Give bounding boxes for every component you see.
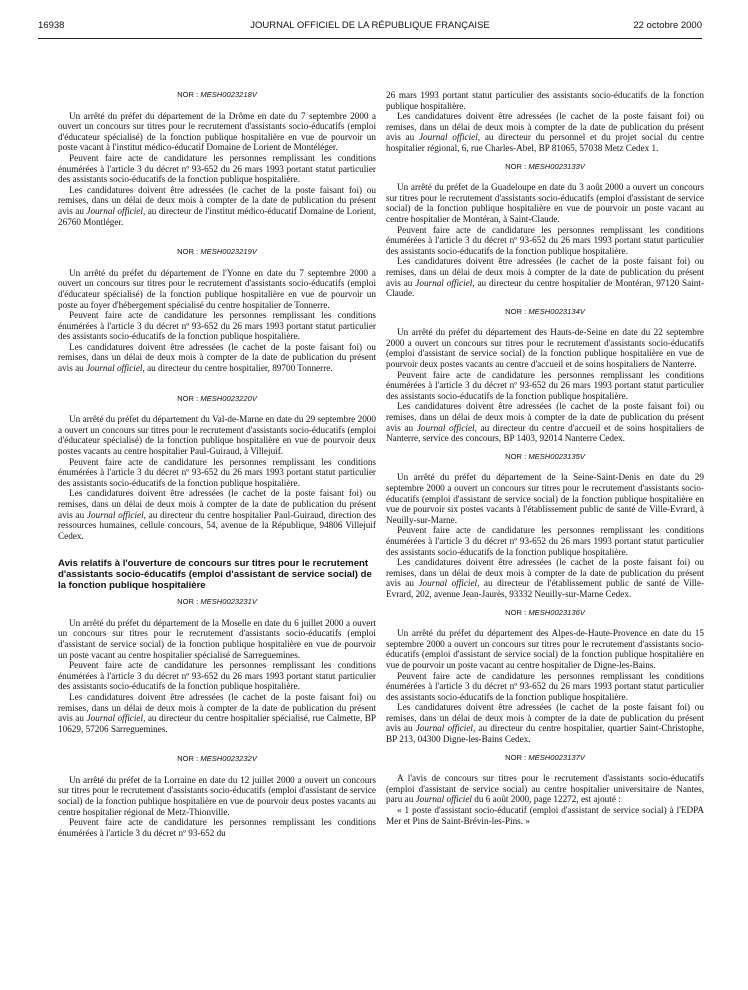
paragraph: A l'avis de concours sur titres pour le recrutement d'assistants socio-éducatifs (emploi d'assistant de service social) au centre hospitalier universitaire de Nantes, paru au Journal officiel du 6 août 2000, page 12272, est ajouté : <box>386 773 704 805</box>
nor-reference: NOR : MESH0023134V <box>505 306 585 316</box>
paragraph: Un arrêté du préfet du département de la Drôme en date du 7 septembre 2000 a ouvert un concours sur titres pour le recrutement d'assistants socio-éducatifs (emploi d'éducateur spécialisé) de la fonction publique hospitalière en vue de pourvoir un poste vacant à l'institut médico-éducatif Domaine de Lorient de Montéléger. <box>58 110 376 153</box>
paragraph: Un arrêté du préfet du département de l'Yonne en date du 7 septembre 2000 a ouvert un concours sur titres pour le recrutement d'assistants socio-éducatifs (emploi d'éducateur spécialisé) de la fonction publique hospitalière en vue de pourvoir un poste au foyer d'hébergement spécialisé du centre hospitalier de Tonnerre. <box>58 267 376 310</box>
page-header <box>38 16 702 39</box>
paragraph: Peuvent faire acte de candidature les personnes remplissant les conditions énumérées à l'article 3 du décret nº 93-652 du 26 mars 1993 portant statut particulier des assistants socio-éducatifs de la fonction publique hospitalière. <box>58 456 376 488</box>
paragraph: Les candidatures doivent être adressées (le cachet de la poste faisant foi) ou remises, dans un délai de deux mois à compter de la date de publication du présent avis au Journal officiel, au directeur du centre hospitalier Paul-Guiraud, direction des ressources humaines, cellule concours, 54, avenue de la République, 94806 Villejuif Cedex. <box>58 488 376 541</box>
nor-reference: NOR : MESH0023220V <box>177 393 257 403</box>
page-number: 16938 <box>38 20 65 31</box>
paragraph: Un arrêté du préfet du département du Val-de-Marne en date du 29 septembre 2000 a ouvert un concours sur titres pour le recrutement d'assistants socio-éducatifs (emploi d'éducateur spécialisé) de la fonction publique hospitalière en vue de pourvoir deux postes vacants au centre hospitalier Paul-Guiraud, à Villejuif. <box>58 414 376 457</box>
section-heading: Avis relatifs à l'ouverture de concours sur titres pour le recrutement d'assistants socio-éducatifs (emploi d'assistant de service social) de la fonction publique hospitalière <box>58 558 372 591</box>
nor-reference: NOR : MESH0023137V <box>505 752 585 762</box>
nor-reference: NOR : MESH0023135V <box>505 451 585 461</box>
paragraph: 26 mars 1993 portant statut particulier des assistants socio-éducatifs de la fonction publique hospitalière. <box>386 90 704 111</box>
nor-reference: NOR : MESH0023218V <box>177 90 257 99</box>
paragraph: Un arrêté du préfet de la Lorraine en date du 12 juillet 2000 a ouvert un concours sur titres pour le recrutement d'assistants socio-éducatifs (emploi d'assistant de service social) de la fonction publique hospitalière en vue de pourvoir deux postes vacants au centre hospitalier régional de Metz-Thionville. <box>58 774 376 817</box>
paragraph: Peuvent faire acte de candidature les personnes remplissant les conditions énumérées à l'article 3 du décret nº 93-652 du 26 mars 1993 portant statut particulier des assistants socio-éducatifs de la fonction publique hospitalière. <box>386 525 704 557</box>
paragraph: Les candidatures doivent être adressées (le cachet de la poste faisant foi) ou remises, dans un délai de deux mois à compter de la date de publication du présent avis au Journal officiel, au directeur du personnel et du projet social du centre hospitalier régional, 6, rue Charles-Abel, BP 81065, 57038 Metz Cedex 1. <box>386 111 705 153</box>
paragraph: Un arrêté du préfet du département de la Moselle en date du 6 juillet 2000 a ouvert un concours sur titres pour le recrutement d'assistants socio-éducatifs (emploi d'assistant de service social) de la fonction publique hospitalière en vue de pourvoir un poste vacant au centre hospitalier spécialisé de Sarreguemines. <box>58 617 376 660</box>
paragraph: Les candidatures doivent être adressées (le cachet de la poste faisant foi) ou remises, dans un délai de deux mois à compter de la date de publication du présent avis au Journal officiel, au directeur du centre d'accueil et de soins hospitaliers de Nanterre, service des concours, BP 1403, 92014 Nanterre Cedex. <box>386 401 704 444</box>
paragraph: Peuvent faire acte de candidature les personnes remplissant les conditions énumérées à l'article 3 du décret nº 93-652 du 26 mars 1993 portant statut particulier des assistants socio-éducatifs de la fonction publique hospitalière. <box>58 152 376 185</box>
issue-date: 22 octobre 2000 <box>633 20 702 31</box>
nor-reference: NOR : MESH0023136V <box>505 607 585 617</box>
paragraph: Les candidatures doivent être adressées (le cachet de la poste faisant foi) ou remises, dans un délai de deux mois à compter de la date de publication du présent avis au Journal officiel, au directeur de l'établissement public de santé de Ville-Evrard, 202, avenue Jean-Jaurès, 93332 Neuilly-sur-Marne Cedex. <box>386 557 705 599</box>
left-column <box>58 90 376 838</box>
paragraph: Peuvent faire acte de candidature les personnes remplissant les conditions énumérées à l'article 3 du décret nº 93-652 du 26 mars 1993 portant statut particulier des assistants socio-éducatifs de la fonction publique hospitalière. <box>386 224 704 256</box>
nor-reference: NOR : MESH0023133V <box>505 161 585 171</box>
paragraph: Les candidatures doivent être adressées (le cachet de la poste faisant foi) ou remises, dans un délai de deux mois à compter de la date de publication du présent avis au Journal officiel, au directeur de l'institut médico-éducatif Domaine de Lorient, 26760 Montléger. <box>58 184 376 227</box>
paragraph: Un arrêté du préfet du département de la Seine-Saint-Denis en date du 29 septembre 2000 a ouvert un concours sur titres pour le recrutement d'assistants socio-éducatifs (emploi d'assistant de service social) de la fonction publique hospitalière en vue de pourvoir six postes vacants à l'établissement public de santé de Ville-Evrard, à Neuilly-sur-Marne. <box>386 472 704 525</box>
paragraph: Peuvent faire acte de candidature les personnes remplissant les conditions énumérées à l'article 3 du décret nº 93-652 du 26 mars 1993 portant statut particulier des assistants socio-éducatifs de la fonction publique hospitalière. <box>386 670 704 702</box>
paragraph: Les candidatures doivent être adressées (le cachet de la poste faisant foi) ou remises, dans un délai de deux mois à compter de la date de publication du présent avis au Journal officiel, au directeur du centre hospitalier de Montéran, 97120 Saint-Claude. <box>386 256 705 299</box>
paragraph: Peuvent faire acte de candidature les personnes remplissant les conditions énumérées à l'article 3 du décret nº 93-652 du <box>58 817 376 838</box>
paragraph: Peuvent faire acte de candidature les personnes remplissant les conditions énumérées à l'article 3 du décret nº 93-652 du 26 mars 1993 portant statut particulier des assistants socio-éducatifs de la fonction publique hospitalière. <box>386 369 704 401</box>
paragraph: Les candidatures doivent être adressées (le cachet de la poste faisant foi) ou remises, dans un délai de deux mois à compter de la date de publication du présent avis au Journal officiel, au directeur du centre hospitalier spécialisé, rue Calmette, BP 10629, 57206 Sarreguemines. <box>58 691 376 734</box>
paragraph: Peuvent faire acte de candidature les personnes remplissant les conditions énumérées à l'article 3 du décret nº 93-652 du 26 mars 1993 portant statut particulier des assistants socio-éducatifs de la fonction publique hospitalière. <box>58 660 376 692</box>
paragraph: Un arrêté du préfet de la Guadeloupe en date du 3 août 2000 a ouvert un concours sur titres pour le recrutement d'assistants socio-éducatifs (emploi d'assistant de service social) de la fonction publique hospitalière en vue de pourvoir un poste vacant au centre hospitalier de Montéran, à Saint-Claude. <box>386 182 704 224</box>
paragraph: Peuvent faire acte de candidature les personnes remplissant les conditions énumérées à l'article 3 du décret nº 93-652 du 26 mars 1993 portant statut particulier des assistants socio-éducatifs de la fonction publique hospitalière. <box>58 310 376 342</box>
paragraph: Un arrêté du préfet du département des Hauts-de-Seine en date du 22 septembre 2000 a ouvert un concours sur titres pour le recrutement d'assistants socio-éducatifs (emploi d'assistant de service social) de la fonction publique hospitalière en vue de pourvoir deux postes vacants au centre d'accueil et de soins hospitaliers de Nanterre. <box>386 327 704 370</box>
journal-title: JOURNAL OFFICIEL DE LA RÉPUBLIQUE FRANÇAISE <box>250 20 490 31</box>
paragraph: Les candidatures doivent être adressées (le cachet de la poste faisant foi) ou remises, dans un délai de deux mois à compter de la date de publication du présent avis au Journal officiel, au directeur du centre hospitalier, 89700 Tonnerre. <box>58 341 376 374</box>
nor-reference: NOR : MESH0023232V <box>177 754 257 764</box>
paragraph: Un arrêté du préfet du département des Alpes-de-Haute-Provence en date du 15 septembre 2000 a ouvert un concours sur titres pour le recrutement d'assistants socio-éducatifs (emploi d'assistant de service social) de la fonction publique hospitalière en vue de pourvoir un poste vacant au centre hospitalier de Digne-les-Bains. <box>386 628 704 670</box>
paragraph: Les candidatures doivent être adressées (le cachet de la poste faisant foi) ou remises, dans un délai de deux mois à compter de la date de publication du présent avis au Journal officiel, au directeur du centre hospitalier, quartier Saint-Christophe, BP 213, 04300 Digne-les-Bains Cedex. <box>386 702 704 745</box>
nor-reference: NOR : MESH0023231V <box>177 597 257 607</box>
paragraph: « 1 poste d'assistant socio-éducatif (emploi d'assistant de service social) à l'EDPA Mer et Pins de Saint-Brévin-les-Pins. » <box>386 805 704 826</box>
nor-reference: NOR : MESH0023219V <box>177 247 257 257</box>
right-column <box>386 90 704 826</box>
